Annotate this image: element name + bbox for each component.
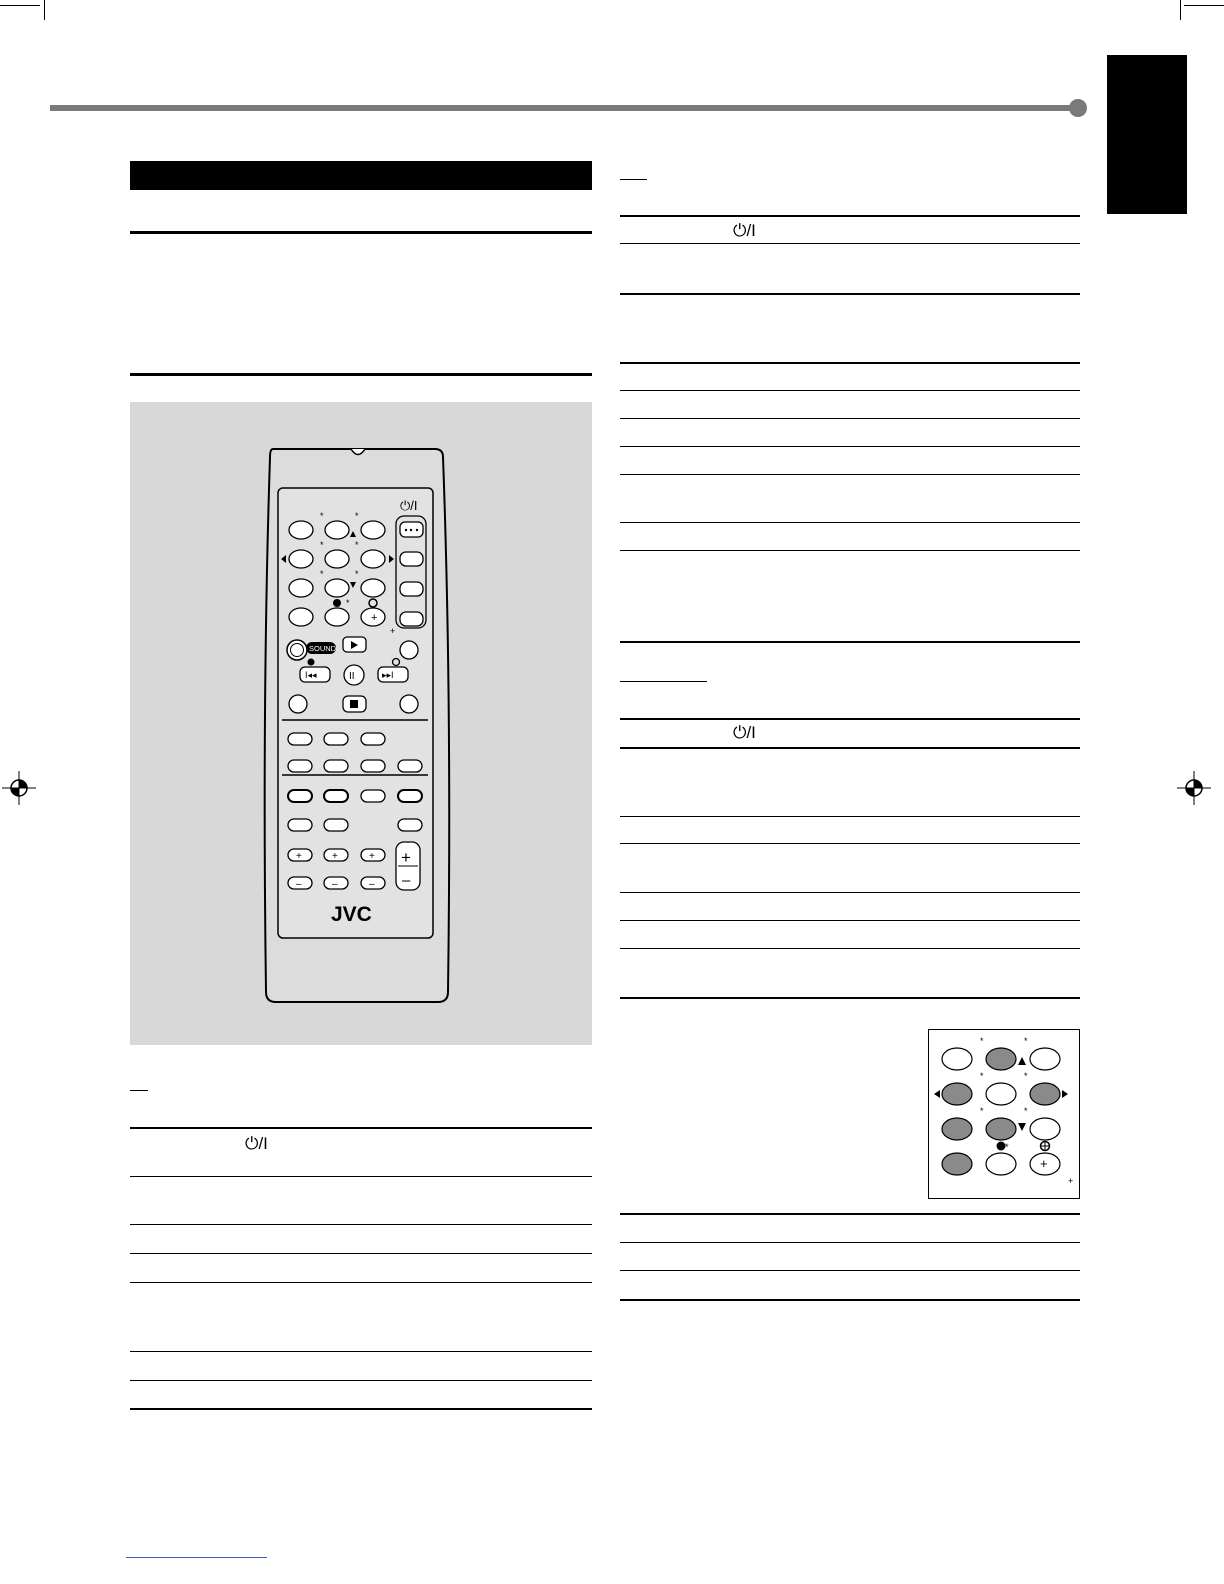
subsection-rule [130, 373, 592, 376]
svg-text:*: * [1005, 1142, 1009, 1152]
crop-mark [1180, 0, 1181, 20]
svg-text:I◂◂: I◂◂ [305, 670, 317, 680]
language-tab [1107, 55, 1187, 214]
svg-text:–: – [296, 879, 302, 890]
svg-text:*: * [320, 511, 324, 521]
table-rule [620, 747, 1080, 749]
remote-control-illustration [130, 402, 592, 1045]
svg-text:+: + [390, 626, 396, 636]
table-rule [130, 1282, 592, 1283]
svg-text:▸▸I: ▸▸I [382, 670, 394, 680]
svg-text:+: + [332, 851, 338, 862]
registration-mark-right [1177, 771, 1211, 805]
table-rule [130, 1176, 592, 1177]
registration-mark-left [2, 771, 36, 805]
svg-text:II: II [349, 671, 355, 682]
table-rule [620, 522, 1080, 523]
table-rule [620, 390, 1080, 391]
section-header [130, 161, 592, 190]
note-underline [130, 1090, 148, 1091]
table-rule [620, 1242, 1080, 1243]
svg-text:*: * [980, 1036, 984, 1046]
svg-text:*: * [355, 511, 359, 521]
svg-text:*: * [1024, 1106, 1028, 1116]
remote-brand-logo: JVC [331, 903, 372, 926]
table-rule [620, 997, 1080, 999]
note-underline [620, 681, 707, 682]
svg-text:–: – [369, 879, 375, 890]
svg-text:+: + [1040, 1156, 1048, 1171]
svg-text:–: – [402, 872, 411, 889]
table-rule [620, 293, 1080, 295]
table-rule [620, 243, 1080, 244]
table-rule [620, 718, 1080, 720]
power-icon: ⏻/I [733, 723, 756, 742]
power-icon: ⏻/I [733, 221, 756, 240]
remote-illustration-panel [130, 402, 592, 1045]
svg-text:*: * [355, 540, 359, 550]
table-rule [130, 1253, 592, 1254]
svg-text:+: + [371, 612, 378, 624]
table-rule [620, 1299, 1080, 1301]
crop-mark [1184, 5, 1224, 6]
table-rule [130, 1224, 592, 1225]
svg-text:*: * [320, 540, 324, 550]
header-rule [50, 105, 1078, 111]
note-underline [620, 179, 647, 180]
svg-text:+: + [296, 851, 302, 862]
table-rule [130, 1351, 592, 1352]
svg-text:+: + [401, 848, 411, 867]
table-rule [620, 446, 1080, 447]
table-rule [620, 474, 1080, 475]
table-rule [620, 641, 1080, 643]
keypad-diagram [928, 1029, 1080, 1199]
table-rule [620, 215, 1080, 217]
svg-text:+: + [1068, 1176, 1074, 1186]
remote-power-label: ⏻/I [400, 498, 418, 513]
table-rule [620, 1213, 1080, 1215]
power-icon: ⏻/I [245, 1134, 268, 1153]
svg-text:*: * [320, 569, 324, 579]
svg-text:*: * [1024, 1071, 1028, 1081]
crop-mark [44, 0, 45, 20]
table-rule [620, 843, 1080, 844]
svg-text:–: – [332, 879, 338, 890]
table-rule [620, 1270, 1080, 1271]
table-rule [130, 1380, 592, 1381]
table-rule [620, 362, 1080, 364]
svg-text:*: * [346, 598, 350, 608]
crop-mark [0, 5, 40, 6]
table-rule [130, 1127, 592, 1129]
svg-text:+: + [369, 851, 375, 862]
subsection-rule [130, 231, 592, 234]
table-rule [620, 948, 1080, 949]
svg-text:*: * [355, 569, 359, 579]
svg-text:*: * [980, 1071, 984, 1081]
svg-text:*: * [980, 1106, 984, 1116]
table-rule [620, 892, 1080, 893]
remote-sound-label: SOUND [309, 644, 337, 653]
svg-text:*: * [1024, 1036, 1028, 1046]
table-rule [620, 550, 1080, 551]
footer-link-underline [126, 1557, 267, 1558]
table-rule [620, 816, 1080, 817]
header-rule-dot [1069, 99, 1087, 117]
table-rule [130, 1408, 592, 1410]
table-rule [620, 418, 1080, 419]
table-rule [620, 920, 1080, 921]
